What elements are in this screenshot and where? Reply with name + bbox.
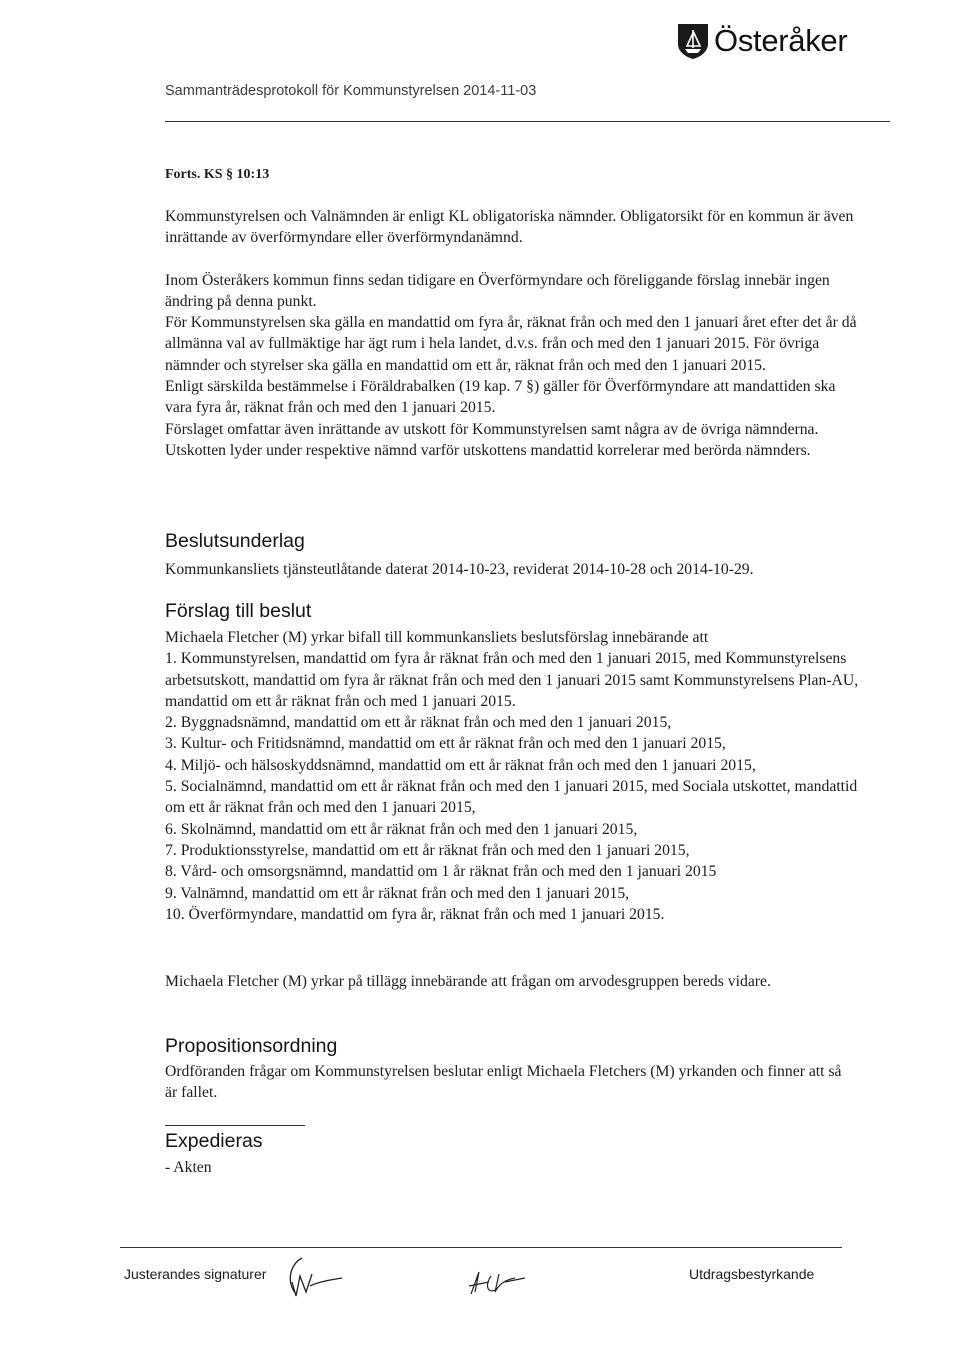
list-item: 5. Socialnämnd, mandattid om ett år räknat från och med den 1 januari 2015, med Sociala utskottet, mandattid om ett år räknat från och med den 1 januari 2015, <box>165 778 858 817</box>
heading-beslutsunderlag: Beslutsunderlag <box>165 530 305 552</box>
intro-paragraph: För Kommunstyrelsen ska gälla en mandattid om fyra år, räknat från och med den 1 januari året efter det år då allmänna val av fullmäktige har ägt rum i hela landet, d.v.s. från och med den 1 januari 2015. För övriga nämnder och styrelser ska gälla en mandattid om ett år, räknat från och med den 1 januari 2015. <box>165 314 857 374</box>
intro-paragraph: Kommunstyrelsen och Valnämnden är enligt KL obligatoriska nämnder. Obligatorsikt för en kommun är även inrättande av överförmyndare eller överförmyndanämnd. <box>165 208 854 247</box>
list-item: 4. Miljö- och hälsoskyddsnämnd, mandattid om ett år räknat från och med den 1 januari 2015, <box>165 756 756 774</box>
propositionsordning-text: Ordföranden frågar om Kommunstyrelsen beslutar enligt Michaela Fletchers (M) yrkanden och finner att så är fallet. <box>165 1063 842 1102</box>
municipality-crest-icon <box>676 22 710 60</box>
footer-certification-label: Utdragsbestyrkande <box>689 1266 815 1282</box>
list-item: 3. Kultur- och Fritidsnämnd, mandattid om ett år räknat från och med den 1 januari 2015, <box>165 735 726 753</box>
header-divider <box>165 121 890 122</box>
list-item: 6. Skolnämnd, mandattid om ett år räknat från och med den 1 januari 2015, <box>165 820 638 838</box>
forslag-addition: Michaela Fletcher (M) yrkar på tillägg innebärande att frågan om arvodesgruppen bereds vidare. <box>165 973 771 990</box>
intro-paragraph: Enligt särskilda bestämmelse i Föräldrabalken (19 kap. 7 §) gäller för Överförmyndare att mandattiden ska vara fyra år, räknat från och med den 1 januari 2015. <box>165 378 836 417</box>
logo-wordmark: Österåker <box>714 23 848 58</box>
section-reference: Forts. KS § 10:13 <box>165 167 270 182</box>
beslutsunderlag-text: Kommunkansliets tjänsteutlåtande daterat 2014-10-23, reviderat 2014-10-28 och 2014-10-29. <box>165 561 754 578</box>
signature-mark <box>465 1268 545 1298</box>
intro-paragraph: Förslaget omfattar även inrättande av utskott för Kommunstyrelsen samt några av de övriga nämnderna. Utskotten lyder under respektive nämnd varför utskottens mandattid korrelerar med berörda nämnders. <box>165 420 819 459</box>
decision-list <box>165 648 865 925</box>
heading-forslag: Förslag till beslut <box>165 600 312 622</box>
heading-expedieras: Expedieras <box>165 1130 263 1152</box>
footer-divider <box>120 1247 842 1248</box>
list-item: 2. Byggnadsnämnd, mandattid om ett år räknat från och med den 1 januari 2015, <box>165 714 672 732</box>
intro-block <box>165 206 865 461</box>
intro-paragraph: Inom Österåkers kommun finns sedan tidigare en Överförmyndare och föreliggande förslag innebär ingen ändring på denna punkt. <box>165 271 830 310</box>
signature-mark <box>282 1252 352 1302</box>
municipality-logo <box>676 20 847 62</box>
list-item: 9. Valnämnd, mandattid om ett år räknat från och med den 1 januari 2015, <box>165 884 630 902</box>
expedieras-item: - Akten <box>165 1159 212 1176</box>
footer-signatures-label: Justerandes signaturer <box>124 1266 267 1282</box>
expedieras-divider <box>165 1125 305 1126</box>
forslag-intro: Michaela Fletcher (M) yrkar bifall till kommunkansliets beslutsförslag innebärande att <box>165 629 709 646</box>
list-item: 7. Produktionsstyrelse, mandattid om ett år räknat från och med den 1 januari 2015, <box>165 841 690 859</box>
list-item: 1. Kommunstyrelsen, mandattid om fyra år räknat från och med den 1 januari 2015, med Kommunstyrelsens arbetsutskott, mandattid om fyra år räknat från och med den 1 januari 2015 samt Kommunstyrelsens Plan-AU, mandattid om ett år räknat från och med 1 januari 2015. <box>165 650 859 710</box>
forslag-block <box>165 627 865 925</box>
list-item: 8. Vård- och omsorgsnämnd, mandattid om 1 år räknat från och med den 1 januari 2015 <box>165 863 717 881</box>
list-item: 10. Överförmyndare, mandattid om fyra år, räknat från och med 1 januari 2015. <box>165 905 665 923</box>
heading-propositionsordning: Propositionsordning <box>165 1035 338 1057</box>
protocol-title: Sammanträdesprotokoll för Kommunstyrelsen 2014-11-03 <box>165 83 537 99</box>
